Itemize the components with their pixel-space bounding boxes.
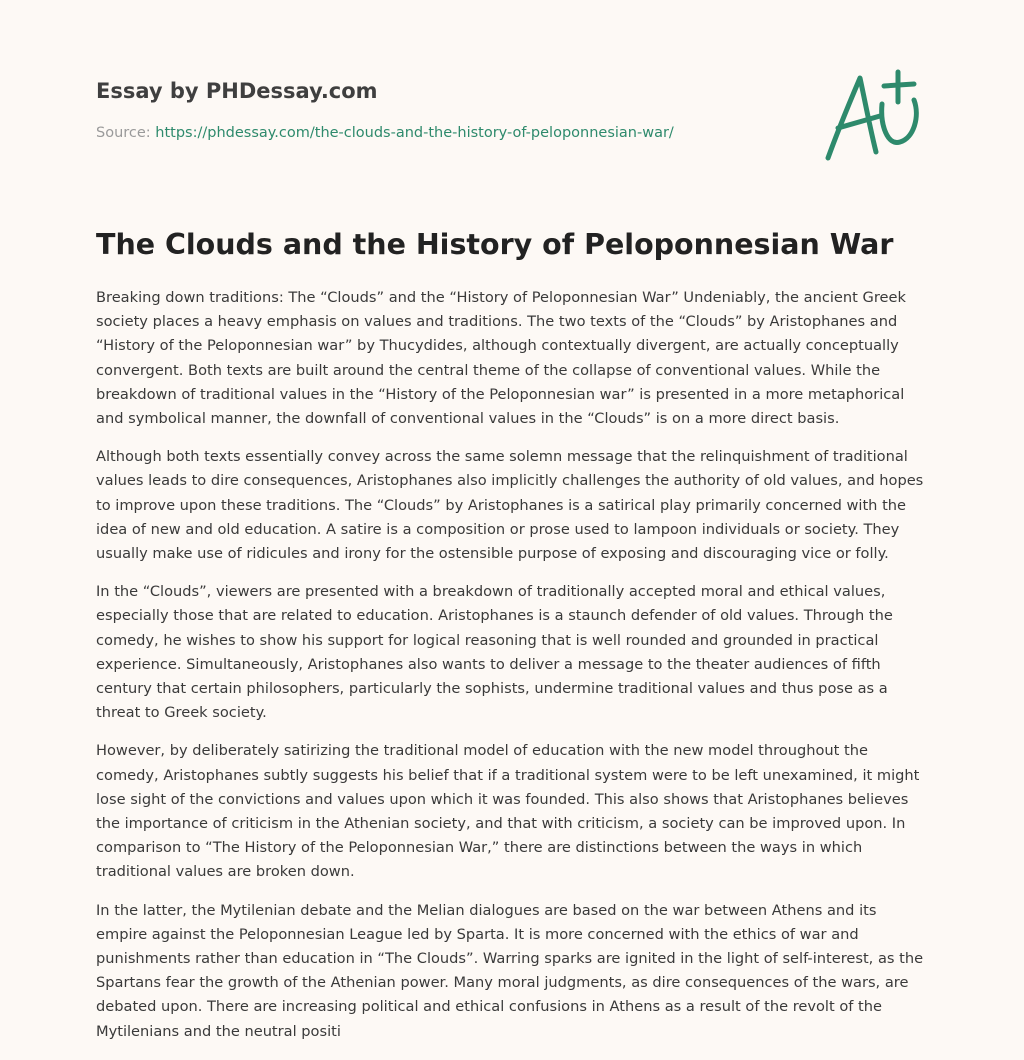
essay-paragraph: In the “Clouds”, viewers are presented with a breakdown of traditionally accepted moral and ethical values, especially those that are related to education. Aristophanes is a staunch defender of old values. Through the comedy, he wishes to show his support for logical reasoning that is well rounded and grounded in practical experience. Simultaneously, Aristophanes also wants to deliver a message to the theater audiences of fifth century that certain philosophers, particularly the sophists, undermine traditional values and thus pose as a threat to Greek society. xyxy=(96,583,893,722)
site-brand: Essay by PHDessay.com xyxy=(96,79,378,103)
essay-header xyxy=(96,78,796,141)
source-label: Source: xyxy=(96,125,151,141)
essay-paragraph: In the latter, the Mytilenian debate and the Melian dialogues are based on the war between Athens and its empire against the Peloponnesian League led by Sparta. It is more concerned with the ethics of war and punishments rather than education in “The Clouds”. Warring sparks are ignited in the light of self-interest, as the Spartans fear the growth of the Athenian power. Many moral judgments, as dire consequences of the wars, are debated upon. There are increasing political and ethical confusions in Athens as a result of the revolt of the Mytilenians and the neutral positi xyxy=(96,901,924,1040)
essay-paragraph: However, by deliberately satirizing the traditional model of education with the new model throughout the comedy, Aristophanes subtly suggests his belief that if a traditional system were to be left unexamined, it might lose sight of the convictions and values upon which it was founded. This also shows that Aristophanes believes the importance of criticism in the Athenian society, and that with criticism, a society can be improved upon. In comparison to “The History of the Peloponnesian War,” there are distinctions between the ways in which traditional values are broken down. xyxy=(96,742,920,881)
essay-title: The Clouds and the History of Peloponnesian War xyxy=(96,228,894,261)
source-line xyxy=(96,124,674,142)
essay-body xyxy=(96,286,928,1058)
essay-paragraph: Although both texts essentially convey across the same solemn message that the relinquishment of traditional values leads to dire consequences, Aristophanes also implicitly challenges the authority of old values, and hopes to improve upon these traditions. The “Clouds” by Aristophanes is a satirical play primarily concerned with the idea of new and old education. A satire is a composition or prose used to lampoon individuals or society. They usually make use of ridicules and irony for the ostensible purpose of exposing and discouraging vice or folly. xyxy=(96,448,924,563)
a-plus-grade-icon xyxy=(822,66,930,166)
source-link[interactable]: https://phdessay.com/the-clouds-and-the-history-of-peloponnesian-war/ xyxy=(155,125,674,141)
essay-paragraph: Breaking down traditions: The “Clouds” and the “History of Peloponnesian War” Undeniably, the ancient Greek society places a heavy emphasis on values and traditions. The two texts of the “Clouds” by Aristophanes and “History of the Peloponnesian war” by Thucydides, although contextually divergent, are actually conceptually convergent. Both texts are built around the central theme of the collapse of conventional values. While the breakdown of traditional values in the “History of the Peloponnesian war” is presented in a more metaphorical and symbolical manner, the downfall of conventional values in the “Clouds” is on a more direct basis. xyxy=(96,289,906,428)
